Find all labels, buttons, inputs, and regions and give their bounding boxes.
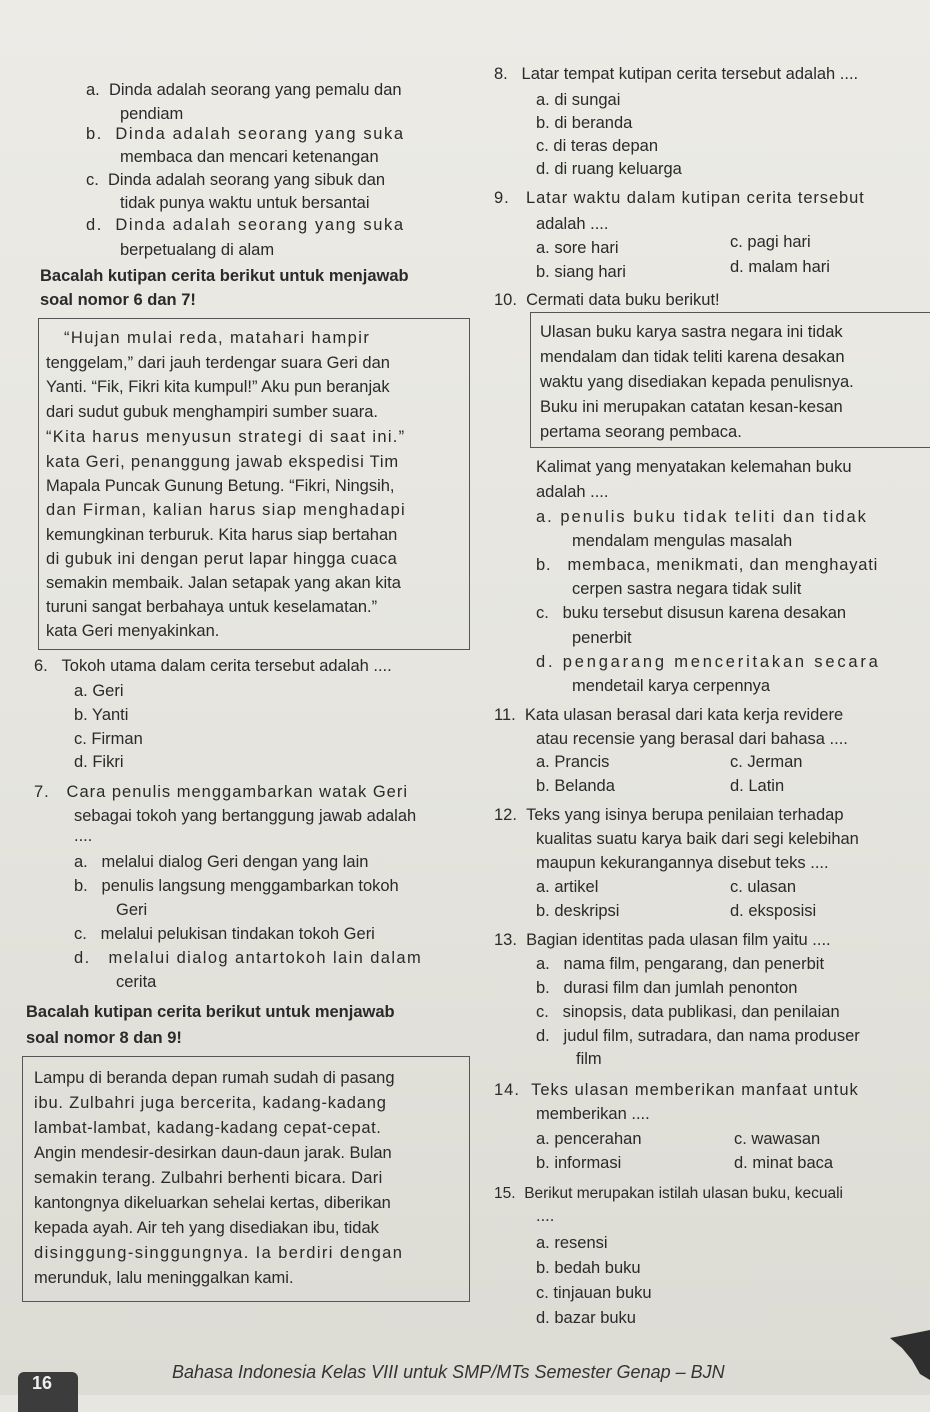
q11-option-d: d. Latin: [730, 777, 785, 795]
q7-option-a: a. melalui dialog Geri dengan yang lain: [74, 853, 369, 871]
q10-option-a-line1: a. penulis buku tidak teliti dan tidak: [536, 508, 868, 526]
q15-option-a: a. resensi: [536, 1234, 608, 1252]
passage-2-line: kantongnya dikeluarkan sehelai kertas, diberikan: [34, 1194, 391, 1212]
q7-option-d-line2: cerita: [116, 973, 157, 991]
page-number: 16: [18, 1372, 78, 1412]
q13-option-d-line2: film: [576, 1050, 602, 1068]
question-10: 10. Cermati data buku berikut!: [494, 291, 720, 309]
q13-option-c: c. sinopsis, data publikasi, dan penilaian: [536, 1003, 840, 1021]
passage-1-line: tenggelam,” dari jauh terdengar suara Geri dan: [46, 354, 390, 372]
question-12-line2: kualitas suatu karya baik dari segi kelebihan: [536, 830, 859, 848]
q15-option-b: b. bedah buku: [536, 1259, 641, 1277]
q8-option-a: a. di sungai: [536, 91, 621, 109]
q8-option-b: b. di beranda: [536, 114, 633, 132]
question-12-line3: maupun kekurangannya disebut teks ....: [536, 854, 829, 872]
q15-option-d: d. bazar buku: [536, 1309, 636, 1327]
q10-box-line: mendalam dan tidak teliti karena desakan: [540, 348, 845, 366]
q12-option-d: d. eksposisi: [730, 902, 817, 920]
question-7-line1: 7. Cara penulis menggambarkan watak Geri: [34, 783, 409, 801]
q10-stem-line1: Kalimat yang menyatakan kelemahan buku: [536, 458, 852, 476]
q10-option-c-line2: penerbit: [572, 629, 632, 647]
instruction-2-line2: soal nomor 8 dan 9!: [26, 1029, 182, 1047]
passage-1-line: Mapala Puncak Gunung Betung. “Fikri, Ningsih,: [46, 477, 395, 495]
q7-option-c: c. melalui pelukisan tindakan tokoh Geri: [74, 925, 375, 943]
passage-1-line: Yanti. “Fik, Fikri kita kumpul!” Aku pun beranjak: [46, 378, 390, 396]
q7-option-b-line2: Geri: [116, 901, 148, 919]
passage-1-line: “Hujan mulai reda, matahari hampir: [64, 329, 371, 347]
question-15-line2: ....: [536, 1207, 555, 1225]
q10-option-d-line1: d. pengarang menceritakan secara: [536, 653, 881, 671]
q9-option-a: a. sore hari: [536, 239, 619, 257]
q5-option-d-line2: berpetualang di alam: [120, 241, 275, 259]
question-15-line1: 15. Berikut merupakan istilah ulasan buku, kecuali: [494, 1185, 843, 1202]
q5-option-c-line2: tidak punya waktu untuk bersantai: [120, 194, 370, 212]
question-7-line2: sebagai tokoh yang bertanggung jawab adalah: [74, 807, 417, 825]
passage-2-line: kepada ayah. Air teh yang disediakan ibu, tidak: [34, 1219, 379, 1237]
q10-stem-line2: adalah ....: [536, 483, 609, 501]
q8-option-d: d. di ruang keluarga: [536, 160, 682, 178]
passage-1-line: dan Firman, kalian harus siap menghadapi: [46, 501, 406, 519]
question-9-line1: 9. Latar waktu dalam kutipan cerita tersebut: [494, 189, 865, 207]
q5-option-a-line1: a. Dinda adalah seorang yang pemalu dan: [86, 81, 402, 99]
q10-option-d-line2: mendetail karya cerpennya: [572, 677, 771, 695]
question-14-line2: memberikan ....: [536, 1105, 650, 1123]
q14-option-b: b. informasi: [536, 1154, 622, 1172]
q6-option-a: a. Geri: [74, 682, 124, 700]
q10-option-c-line1: c. buku tersebut disusun karena desakan: [536, 604, 847, 622]
q5-option-d-line1: d. Dinda adalah seorang yang suka: [86, 216, 405, 234]
question-6: 6. Tokoh utama dalam cerita tersebut adalah ....: [34, 657, 392, 675]
q14-option-c: c. wawasan: [734, 1130, 821, 1148]
passage-1-line: dari sudut gubuk menghampiri sumber suara.: [46, 403, 379, 421]
q9-option-b: b. siang hari: [536, 263, 626, 281]
q10-box-line: Buku ini merupakan catatan kesan-kesan: [540, 398, 843, 416]
q9-option-d: d. malam hari: [730, 258, 830, 276]
q15-option-c: c. tinjauan buku: [536, 1284, 652, 1302]
q10-box-line: Ulasan buku karya sastra negara ini tidak: [540, 323, 843, 341]
passage-2-line: ibu. Zulbahri juga bercerita, kadang-kadang: [34, 1094, 387, 1112]
q6-option-d: d. Fikri: [74, 753, 124, 771]
q11-option-a: a. Prancis: [536, 753, 610, 771]
question-8: 8. Latar tempat kutipan cerita tersebut adalah ....: [494, 65, 859, 83]
q13-option-a: a. nama film, pengarang, dan penerbit: [536, 955, 825, 973]
q11-option-c: c. Jerman: [730, 753, 803, 771]
question-12-line1: 12. Teks yang isinya berupa penilaian terhadap: [494, 806, 844, 824]
q5-option-b-line1: b. Dinda adalah seorang yang suka: [86, 125, 405, 143]
question-11-line2: atau recensie yang berasal dari bahasa ....: [536, 730, 848, 748]
passage-1-line: kata Geri menyakinkan.: [46, 622, 220, 640]
passage-1-line: di gubuk ini dengan perut lapar hingga cuaca: [46, 550, 398, 568]
q7-option-b-line1: b. penulis langsung menggambarkan tokoh: [74, 877, 399, 895]
passage-2-line: Lampu di beranda depan rumah sudah di pasang: [34, 1069, 395, 1087]
passage-1-line: kemungkinan terburuk. Kita harus siap bertahan: [46, 526, 398, 544]
q10-option-a-line2: mendalam mengulas masalah: [572, 532, 793, 550]
passage-1-line: kata Geri, penanggung jawab ekspedisi Tim: [46, 453, 399, 471]
q8-option-c: c. di teras depan: [536, 137, 658, 155]
q10-box-line: waktu yang disediakan kepada penulisnya.: [540, 373, 854, 391]
passage-1-line: “Kita harus menyusun strategi di saat ini.”: [46, 428, 406, 446]
q10-option-b-line2: cerpen sastra negara tidak sulit: [572, 580, 802, 598]
q13-option-d-line1: d. judul film, sutradara, dan nama produser: [536, 1027, 860, 1045]
instruction-2-line1: Bacalah kutipan cerita berikut untuk menjawab: [26, 1003, 395, 1021]
passage-1-line: semakin membaik. Jalan setapak yang akan kita: [46, 574, 401, 592]
q12-option-c: c. ulasan: [730, 878, 797, 896]
q6-option-c: c. Firman: [74, 730, 143, 748]
q13-option-b: b. durasi film dan jumlah penonton: [536, 979, 798, 997]
question-11-line1: 11. Kata ulasan berasal dari kata kerja revidere: [494, 706, 844, 724]
q10-box-line: pertama seorang pembaca.: [540, 423, 742, 441]
passage-2-line: Angin mendesir-desirkan daun-daun jarak. Bulan: [34, 1144, 392, 1162]
q10-option-b-line1: b. membaca, menikmati, dan menghayati: [536, 556, 879, 574]
question-13: 13. Bagian identitas pada ulasan film yaitu ....: [494, 931, 831, 949]
passage-2-line: disinggung-singgungnya. Ia berdiri dengan: [34, 1244, 404, 1262]
passage-2-line: merunduk, lalu meninggalkan kami.: [34, 1269, 294, 1287]
passage-2-line: lambat-lambat, kadang-kadang cepat-cepat.: [34, 1119, 382, 1137]
q6-option-b: b. Yanti: [74, 706, 129, 724]
q9-option-c: c. pagi hari: [730, 233, 811, 251]
q5-option-b-line2: membaca dan mencari ketenangan: [120, 148, 379, 166]
question-7-line3: ....: [74, 827, 93, 845]
q14-option-a: a. pencerahan: [536, 1130, 642, 1148]
instruction-1-line2: soal nomor 6 dan 7!: [40, 291, 196, 309]
q12-option-a: a. artikel: [536, 878, 599, 896]
q5-option-a-line2: pendiam: [120, 105, 184, 123]
q7-option-d-line1: d. melalui dialog antartokoh lain dalam: [74, 949, 423, 967]
q11-option-b: b. Belanda: [536, 777, 615, 795]
question-14-line1: 14. Teks ulasan memberikan manfaat untuk: [494, 1081, 859, 1099]
q12-option-b: b. deskripsi: [536, 902, 620, 920]
q5-option-c-line1: c. Dinda adalah seorang yang sibuk dan: [86, 171, 386, 189]
passage-1-line: turuni sangat berbahaya untuk keselamatan.”: [46, 598, 378, 616]
question-9-line2: adalah ....: [536, 215, 609, 233]
instruction-1-line1: Bacalah kutipan cerita berikut untuk menjawab: [40, 267, 409, 285]
passage-2-line: semakin terang. Zulbahri berhenti bicara. Dari: [34, 1169, 383, 1187]
corner-decoration-icon: [890, 1330, 930, 1380]
book-title-footer: Bahasa Indonesia Kelas VIII untuk SMP/MTs Semester Genap – BJN: [172, 1362, 725, 1382]
q14-option-d: d. minat baca: [734, 1154, 834, 1172]
